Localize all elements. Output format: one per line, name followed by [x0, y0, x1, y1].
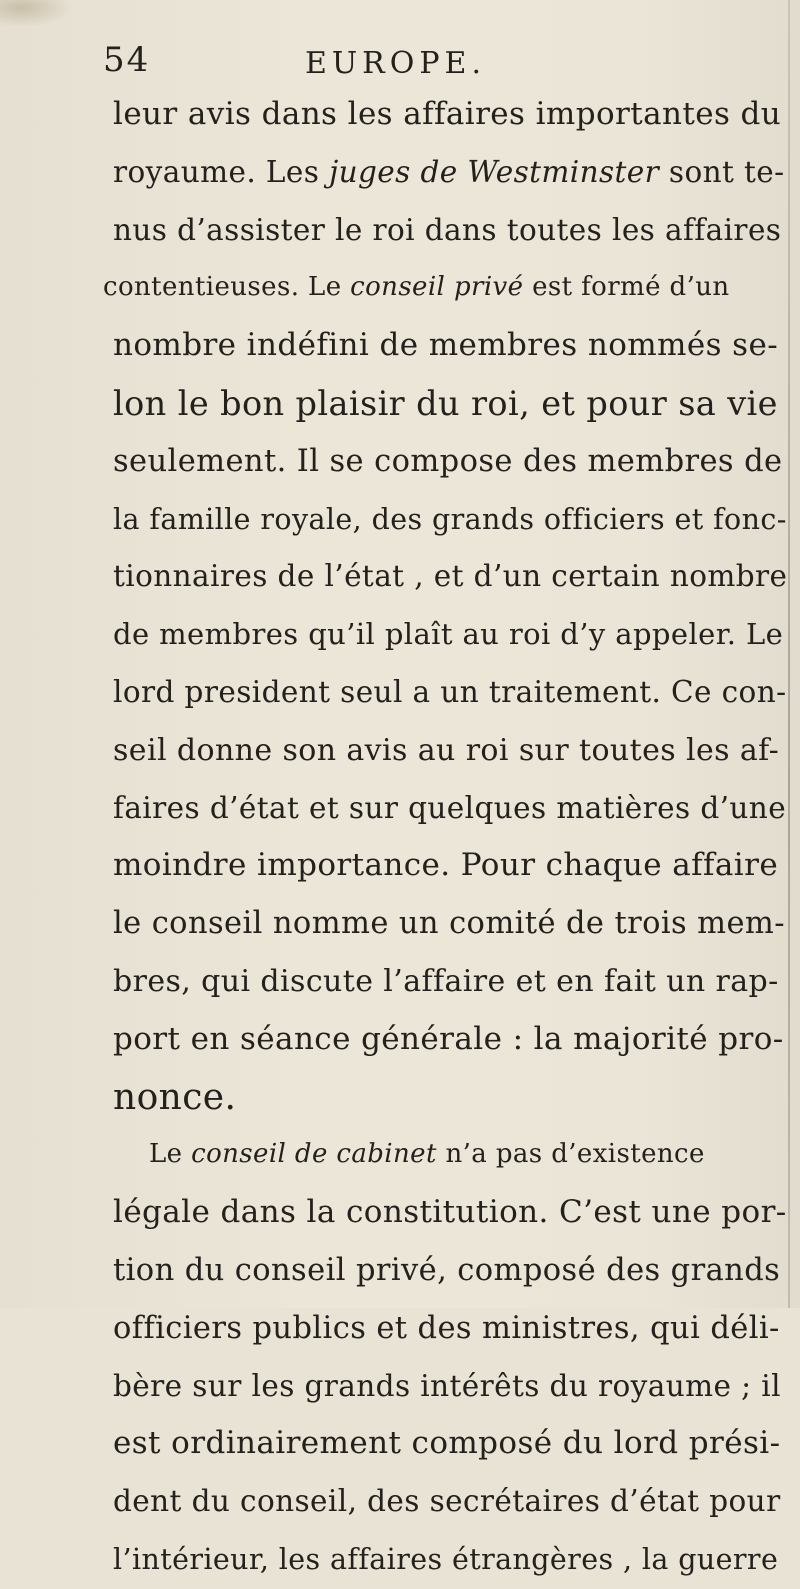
paper-stain	[0, 0, 70, 26]
page-edge	[788, 0, 790, 1308]
text-line: Le conseil de cabinet n’a pas d’existence	[149, 1139, 705, 1170]
text-line: dent du conseil, des secrétaires d’état pour	[113, 1484, 781, 1519]
italic-phrase: conseil de cabinet	[191, 1139, 437, 1170]
text-line: est ordinairement composé du lord prési-	[113, 1425, 781, 1462]
text-line: tionnaires de l’état , et d’un certain nombre	[113, 559, 788, 594]
text-line: légale dans la constitution. C’est une por-	[113, 1194, 787, 1231]
running-title: EUROPE.	[305, 46, 486, 81]
text-line: port en séance générale : la majorité pro-	[113, 1020, 784, 1057]
text-line: le conseil nomme un comité de trois mem-	[113, 906, 785, 942]
text-line: nus d’assister le roi dans toutes les affaires	[113, 212, 782, 247]
text-line: officiers publics et des ministres, qui déli-	[113, 1310, 780, 1346]
text-line: l’intérieur, les affaires étrangères , la guerre	[113, 1542, 779, 1576]
text-line: tion du conseil privé, composé des grands	[113, 1252, 781, 1288]
text-line: lon le bon plaisir du roi, et pour sa vie	[113, 383, 778, 423]
body-text	[103, 86, 788, 1589]
text-line: lord president seul a un traitement. Ce con-	[113, 674, 787, 709]
text-line: nonce.	[113, 1076, 237, 1118]
running-head	[0, 40, 800, 84]
text-line: contentieuses. Le conseil privé est formé d’un	[103, 272, 730, 303]
text-line: la famille royale, des grands officiers et fonc-	[113, 502, 787, 536]
text-line: leur avis dans les affaires importantes du	[113, 96, 782, 132]
text-line: faires d’état et sur quelques matières d’une	[113, 790, 787, 825]
italic-phrase: conseil privé	[350, 272, 524, 303]
text-line: royaume. Les juges de Westminster sont te-	[113, 154, 785, 189]
text-line: nombre indéfini de membres nommés se-	[113, 327, 779, 364]
text-line: bère sur les grands intérêts du royaume ; il	[113, 1368, 781, 1403]
text-line: de membres qu’il plaît au roi d’y appeler. Le	[113, 617, 784, 652]
text-line: seulement. Il se compose des membres de	[113, 443, 783, 479]
page-number: 54	[103, 40, 151, 80]
text-line: moindre importance. Pour chaque affaire	[113, 847, 779, 884]
italic-phrase: juges de Westminster	[329, 154, 660, 189]
text-line: seil donne son avis au roi sur toutes les af-	[113, 732, 780, 768]
text-line: bres, qui discute l’affaire et en fait un rap-	[113, 963, 779, 999]
